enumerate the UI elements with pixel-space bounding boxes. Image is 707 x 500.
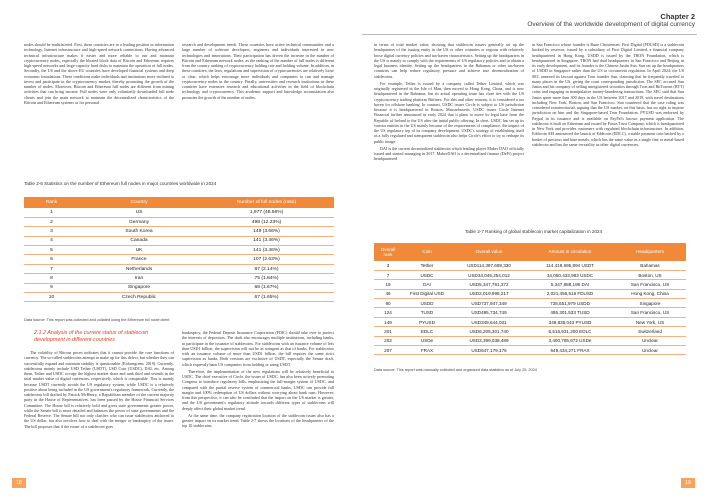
table-cell: 649,434,271 FRAX xyxy=(526,346,614,355)
table-cell: 90 xyxy=(374,299,402,308)
table-cell: 107 (2.63%) xyxy=(199,255,334,264)
table-cell: 87 (2.14%) xyxy=(199,264,334,273)
paragraph: For example, Tether is issued by a company called Tether Limited, which was originally registered in the Isle of Man, then moved to Hong Kong, China, and is now headquartered in the Bahamas, but its actual operating team has close ties with the US cryptocurrency trading platform Bitfinex. For this and other reasons, it is considered a tax haven for offshore banking. In contrast, USDC issuer Circle is subject to US jurisdiction because it is headquartered in Boston, Massachusetts. USDC issuer Circle Internet Financial further announced in early 2024 that it plans to move its legal base from the Republic of Ireland to the US after the initial public offering. In short, USDC has set up its various entities in the US mainly because of the requirements of compliance, the impact of the US regulatory top of its company development. USDC's strategy of establishing itself as a fully regulated and transparent stablecoin also helps Circle's effort to try to reshape its public image. xyxy=(374,80,524,144)
table-cell: Switzerland xyxy=(614,327,686,336)
table-source: Data source: This report was collected and collated using the Ethereum full node client xyxy=(24,318,170,322)
table-cell: France xyxy=(79,255,199,264)
table-cell: 6 xyxy=(24,255,79,264)
table-cell: FRAX xyxy=(402,346,452,355)
column-header: Overall rank xyxy=(374,243,402,261)
table-row xyxy=(374,317,686,326)
table-row xyxy=(24,293,334,302)
table-cell: USDC xyxy=(402,270,452,279)
table-cell: 498 (12.23%) xyxy=(199,217,334,226)
stablecoin-table xyxy=(374,243,686,355)
table-cell: Czech Republic xyxy=(79,293,199,302)
table-cell: USD6,205,301,740 xyxy=(452,327,526,336)
table-cell: PYUSD xyxy=(402,317,452,326)
table-cell: TUSD xyxy=(402,308,452,317)
table-cell: USD34,045,254,012 xyxy=(452,270,526,279)
table-row xyxy=(374,280,686,289)
table-row xyxy=(374,327,686,336)
table-cell: 67 (1.65%) xyxy=(199,293,334,302)
table-cell: South Korea xyxy=(79,227,199,236)
chapter-label: Chapter 2 xyxy=(660,12,695,21)
left-col2-top xyxy=(182,42,334,102)
table-row xyxy=(24,236,334,245)
table-cell: USDD xyxy=(402,299,452,308)
table-cell: US xyxy=(79,208,199,217)
page-number-right: 19 xyxy=(681,478,695,488)
column-header: Number of full nodes (ratio) xyxy=(199,197,334,208)
table-cell: 19 xyxy=(374,280,402,289)
table-cell: 46 xyxy=(374,289,402,298)
table-cell: 149 (3.66%) xyxy=(199,227,334,236)
table-header-row xyxy=(24,197,334,208)
table-header-row xyxy=(374,243,686,261)
table-cell: 201 xyxy=(374,327,402,336)
table-cell: First Digital USD xyxy=(402,289,452,298)
table-source: Data source: This report was manually collected and organized data statistics as of July 25, 2024 xyxy=(374,368,537,372)
table-cell: USD647,179,176 xyxy=(452,346,526,355)
table-cell: Unclear xyxy=(614,336,686,345)
table-row xyxy=(24,227,334,236)
table-cell: USD349,644,031 xyxy=(452,317,526,326)
table-cell: 349,835,043 PYUSD xyxy=(526,317,614,326)
table-cell: 149 xyxy=(374,317,402,326)
table-cell: Netherlands xyxy=(79,264,199,273)
page-number-left: 18 xyxy=(12,478,26,488)
table-row xyxy=(24,217,334,226)
table-cell: 141 (3.46%) xyxy=(199,236,334,245)
column-header: Amount in circulation xyxy=(526,243,614,261)
table-cell: San Francisco, US xyxy=(614,308,686,317)
table-cell: 9 xyxy=(24,283,79,292)
table-cell: 738,651,979 USDD xyxy=(526,299,614,308)
table-cell: 5 xyxy=(24,246,79,255)
table-cell: Singapore xyxy=(614,299,686,308)
table-cell: 68 (1.67%) xyxy=(199,283,334,292)
table-cell: USD737,947,349 xyxy=(452,299,526,308)
table-row xyxy=(24,208,334,217)
paragraph: bankruptcy, the Federal Deposit Insurance Corporation (FDIC) should take over to protect the interests of depositors. The draft also encourages multiple institutions, including banks, to participate in the issuance of stablecoins. For stablecoins with an issuance volume of less than USD1 billion, the supervision will not be as stringent as that of banks. For stablecoins with an issuance volume of more than USD1 billion, the bill requires the same strict supervision as banks. Both versions are exclusive of USDT, especially the Senate draft, which expressly bans US companies from holding or using USDT. xyxy=(182,330,334,367)
ethereum-nodes-table xyxy=(24,197,334,302)
table-cell: Boston, US xyxy=(614,270,686,279)
table-row xyxy=(374,289,686,298)
paragraph: in San Francisco whose founder is Rune Christensen. First Digital (FDUSD) is a stablecoin backed by reserves, issued by a subsidiary of First Digital Limited, a financial company headquartered in Hong Kong. USDD is issued by the TRON Foundation, which is headquartered in Singapore. TRON had dual headquarters in San Francisco and Beijing in its early development, and its founder is the Chinese Justin Sun. Sun set up the headquarters of USDD in Singapore rather than the US to circumvent regulation. In April 2024, the US SEC annexed its lawsuit against Tron founder Sun, claiming that he frequently traveled to many places in the US, giving the court corresponding jurisdiction. The SEC accused Sun Justin and his company of selling unregistered securities through Tron and BitTorrent (BTT) coins and engaging in manipulative money-laundering transactions. The SEC said that Sun Justin spent more than 300 days in the US between 2017 and 2019, with travel destinations including New York, Boston, and San Francisco. Sun countered that the case ruling was considered extraterritorial, arguing that the US market, on this basis, has no right to impose jurisdiction on him and the Singapore-based Tron Foundation. PYUSD was endorsed by Paypal in its issuance and is available on PayPal's known payment application. The stablecoin is built on Ethereum and issued by Paxos Trust Company, which is headquartered in New York and provides customers with regulated blockchain infrastructure. In addition, Eddicoin AEI announced the launch of Eddicoin (EDLC), a stable payment coin backed by a basket of precious and base metals, which has the same value as a single fine or metal-based stablecoin and has the same versatility as other digital currencies. xyxy=(532,42,684,147)
table-row xyxy=(374,270,686,279)
column-header: Rank xyxy=(24,197,79,208)
table-row xyxy=(24,264,334,273)
table-cell: 8 xyxy=(24,274,79,283)
table-cell: USD495,734,749 xyxy=(452,308,526,317)
table-cell: 3,400,785,672 USDe xyxy=(526,336,614,345)
table-row xyxy=(24,283,334,292)
table-caption: Table 2-6 Statistics on the number of Ethereum full nodes in major countries worldwide in 2024 xyxy=(24,181,217,186)
table-cell: USD2,019,998,217 xyxy=(452,289,526,298)
table-caption: Table 2-7 Ranking of global stablecoin market capitalization in 2024 xyxy=(465,229,603,234)
paragraph: At the same time, the company registration location of the stablecoin issuer also has a greater impact on its market trend. Table 2-7 shows the locations of the headquarters of the top 10 stablecoins xyxy=(182,412,334,429)
table-cell: 7 xyxy=(24,264,79,273)
table-cell: 2 xyxy=(24,217,79,226)
table-cell: Bahamas xyxy=(614,261,686,270)
column-header: Coin xyxy=(402,243,452,261)
table-cell: 7 xyxy=(374,270,402,279)
paragraph: DAI is the current decentralized stablecoin which leading player Maker DAO officially issued and started managing in 2017. MakerDAO is a decentralized finance (DeFi) project headquartered xyxy=(374,145,524,162)
chapter-subtitle: Overview of the worldwide development of digital currency xyxy=(527,21,695,28)
right-col2-top xyxy=(532,42,684,149)
table-cell: EDLC xyxy=(402,327,452,336)
table-cell: 10 xyxy=(24,293,79,302)
table-cell: USD3,399,038,489 xyxy=(452,336,526,345)
left-col2-bottom xyxy=(182,330,334,431)
table-row xyxy=(24,246,334,255)
table-cell: USD5,347,781,372 xyxy=(452,280,526,289)
table-cell: Germany xyxy=(79,217,199,226)
paragraph: nodes should be multifaceted. First, these countries are in a leading position in information technology, Internet infrastructure and high-speed network connections. Having advanced technical infrastructure makes it easier and more reliable to run and maintain cryptocurrency nodes, especially the bloated block data of Bitcoin and Ethereum requires high-speed networks and large-capacity hard disks to maintain the operation of full nodes. Secondly, the US and the above EU countries have developed financial systems and deep economic foundations. These conditions make individuals and institutions more inclined to invest and participate in the cryptocurrency market, thereby promoting the growth of the number of nodes. Moreover, Bitcoin and Ethereum full nodes are different from mining activities that can bring income. Full nodes were only voluntarily downloaded full node clients and join the main network to maintain the decentralized characteristics of the Bitcoin and Ethereum systems or for personal xyxy=(24,42,174,105)
table-cell: 2,021,456,516 FDUSD xyxy=(526,289,614,298)
table-cell: 3 xyxy=(374,261,402,270)
table-cell: Hong Kong, China xyxy=(614,289,686,298)
paragraph: in terms of total market value, showing that stablecoin issuers generally set up the headquarters of the issuing entity in the US or other countries or regions with relatively loose digital currency policies and tax-haven characteristics. Setting up the headquarters in the US is mainly to comply with the requirements of US regulatory policies and to obtain a legal business identity. Setting up the headquarters in the Bahamas or other tax-haven countries can help reduce regulatory pressure and achieve true decentralization of stablecoins. xyxy=(374,42,524,79)
table-cell: 34,050,433,983 USDC xyxy=(526,270,614,279)
paragraph: The volatility of Bitcoin prices indicates that it cannot provide the core functions of currency. The so-called stablecoins attempt to make up for this defect, but whether they can successfully expand and maintain stability is questionable (Eichengreen, 2019). Currently, stablecoins mainly include USD Tether (USDT), USD Coin (USDC), DAI, etc. Among them, Tether and USDC occupy the highest market share and rank third and seventh in the total market value of digital currencies, respectively, which is comparable. This is mainly because USDT currently avoids the US regulatory system, while USDC is a relatively positive about being included in the US government's regulatory framework. Currently, the stablecoins bill drafted by Patrick McHenry, a Republican member of the current majority party in the House of Representatives, has been passed by the House Financial Services Committee. The House bill is relatively bold and gives state governments greater power, while the Senate bill is more detailed and balances the power of state governments and the Federal Reserve. The Senate bill not only clarifies who can issue stablecoins anchored to the US dollar, but also involves how to deal with the merger or bankruptcy of the issuer. The bill proposes that if the issuer of a stablecoin goes xyxy=(24,350,174,429)
table-cell: 207 xyxy=(374,346,402,355)
column-header: Country xyxy=(79,197,199,208)
table-cell: DAI xyxy=(402,280,452,289)
table-cell: 4 xyxy=(24,236,79,245)
table-cell: New York, US xyxy=(614,317,686,326)
table-row xyxy=(24,255,334,264)
table-cell: 3 xyxy=(24,227,79,236)
paragraph: Therefore, the implementation of the new regulations will be relatively beneficial to USDC. The chief executive of Circle, the issuer of USDC, has also been actively promoting Congress to introduce regulatory bills, emphasizing the full-margin system of USDC, and compared with the partial reserve system of commercial banks, USDC can provide full margin and 100% redemption of US dollars without worrying about bank runs. However, from this perspective, it can also be concluded that the impact on the US market is greater, and the US government's regulatory attitude towards different types of stablecoins will deeply affect their global market trend. xyxy=(182,368,334,411)
table-cell: USDe xyxy=(402,336,452,345)
table-cell: 75 (1.84%) xyxy=(199,274,334,283)
table-cell: Canada xyxy=(79,236,199,245)
right-col1-top xyxy=(374,42,524,164)
table-cell: 1 xyxy=(24,208,79,217)
table-cell: San Francisco, US xyxy=(614,280,686,289)
table-row xyxy=(24,274,334,283)
table-cell: 124 xyxy=(374,308,402,317)
table-cell: Singapore xyxy=(79,283,199,292)
left-col1-bottom xyxy=(24,350,174,431)
section-title: 2.1.2 Analysis of the current status of stablecoin development in different countries xyxy=(34,330,149,343)
table-cell: 141 (3.46%) xyxy=(199,246,334,255)
left-col1-top xyxy=(24,42,174,107)
table-cell: 202 xyxy=(374,336,402,345)
table-cell: 1,977 (48.56%) xyxy=(199,208,334,217)
table-cell: Tether xyxy=(402,261,452,270)
header-divider xyxy=(362,34,697,35)
table-cell: 5,347,888,196 DAI xyxy=(526,280,614,289)
column-header: Headquarters xyxy=(614,243,686,261)
table-cell: 114,419,695,894 USDT xyxy=(526,261,614,270)
table-row xyxy=(374,299,686,308)
table-cell: 495,301,533 TUSD xyxy=(526,308,614,317)
table-row xyxy=(374,308,686,317)
table-cell: 5,516,931,200 EDLC xyxy=(526,327,614,336)
table-cell: UK xyxy=(79,246,199,255)
table-cell: USD114,397,689,330 xyxy=(452,261,526,270)
table-cell: Unclear xyxy=(614,346,686,355)
table-cell: Iran xyxy=(79,274,199,283)
table-row xyxy=(374,346,686,355)
table-row xyxy=(374,261,686,270)
column-header: Overall value xyxy=(452,243,526,261)
table-row xyxy=(374,336,686,345)
paragraph: research and development needs. These countries have active technical communities and a large number of software developers, engineers and individuals interested in new technologies and innovations. Their participation has driven the increase in the number of Bitcoin and Ethereum network nodes, as the ranking of the number of full nodes is different from the country ranking of cryptocurrency holding rate and holding volume. In addition, in these countries, the laws, regulations and supervision of cryptocurrencies are relatively loose or clear, which helps encourage more individuals and companies to run and manage cryptocurrency nodes in the country. Finally, universities and research institutions in these countries have extensive research and educational activities in the field of blockchain technology and cryptocurrency. This academic support and knowledge accumulation also promotes the growth of the number of nodes. xyxy=(182,42,334,100)
